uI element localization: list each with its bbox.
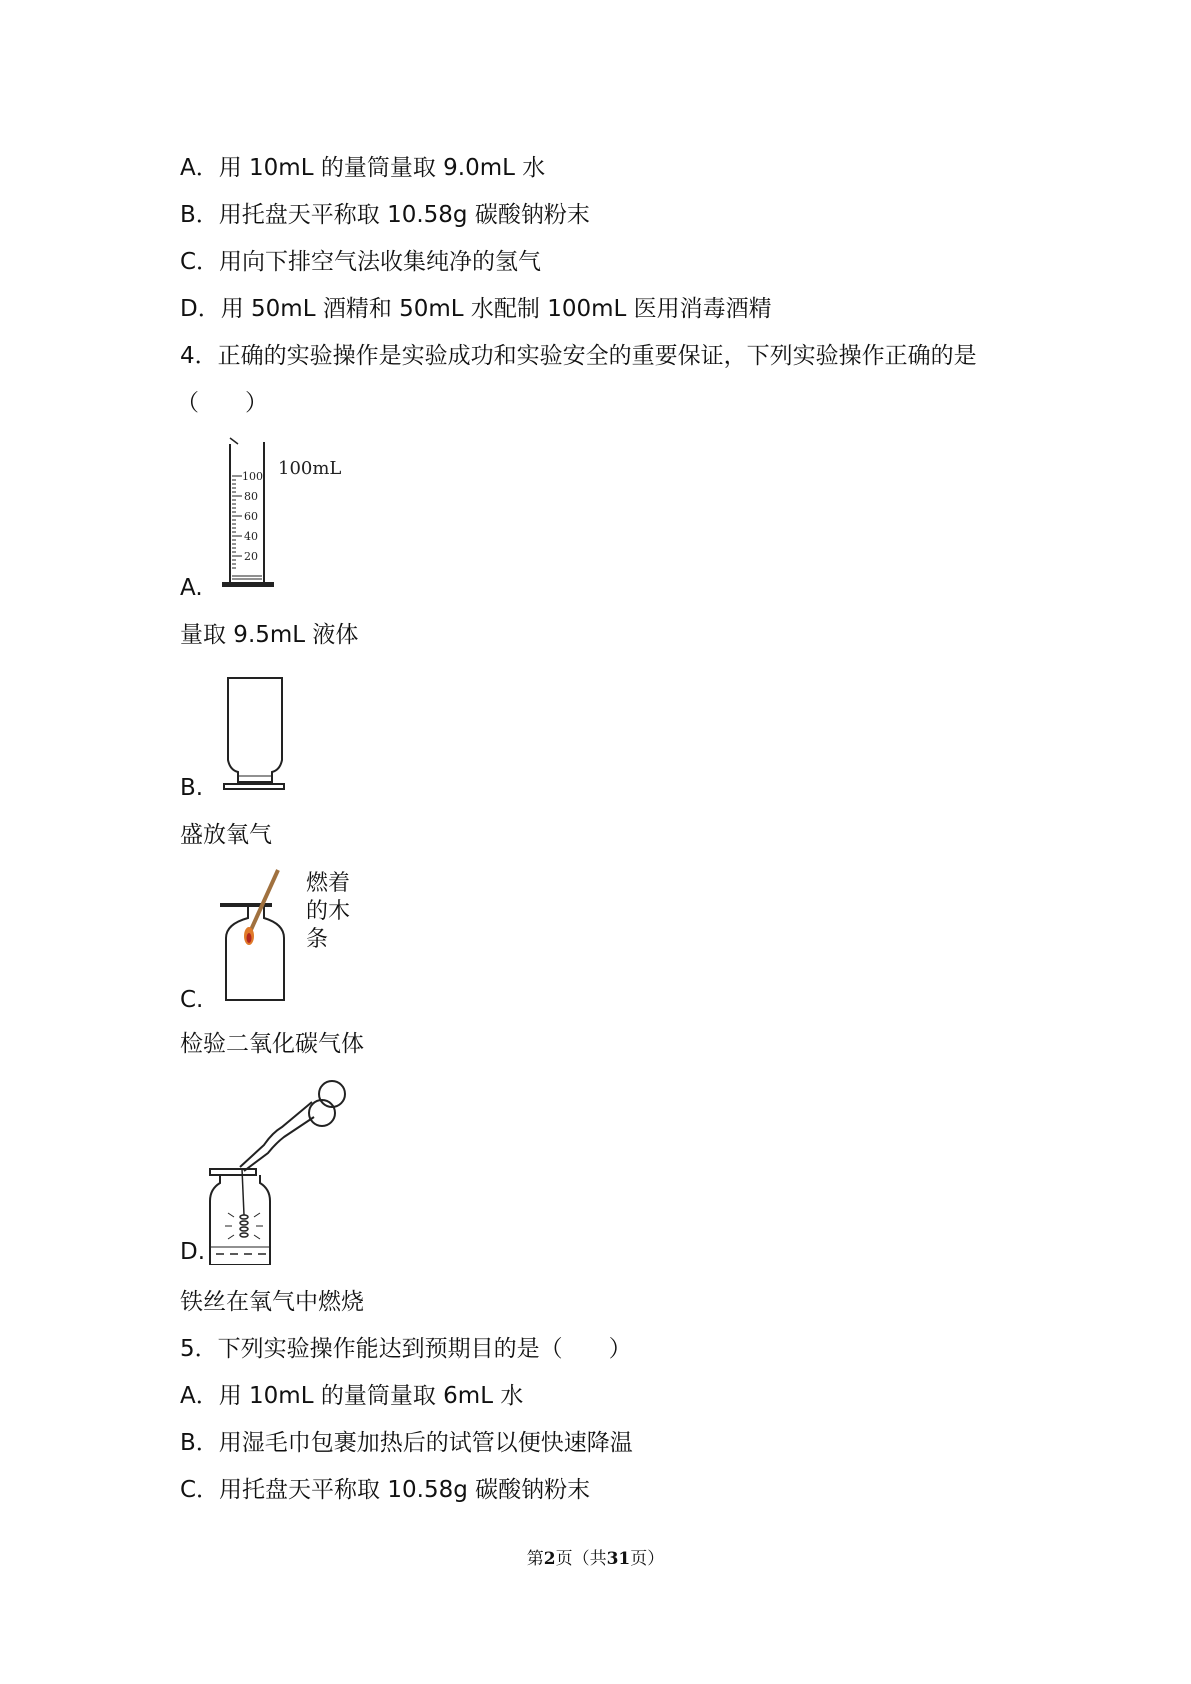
- tick-label-40: 40: [244, 530, 258, 543]
- footer-suffix: 页）: [630, 1549, 665, 1569]
- stick-label-line2: 的木: [306, 899, 351, 924]
- q4-option-b-letter: B.: [180, 775, 204, 801]
- q4-figure-c: [180, 864, 380, 1004]
- q3-option-c: C．用向下排空气法收集纯净的氢气: [180, 249, 542, 275]
- q4-option-c-letter: C.: [180, 987, 204, 1013]
- q3-option-d: D．用 50mL 酒精和 50mL 水配制 100mL 医用消毒酒精: [180, 296, 772, 322]
- q4-stem: 4．正确的实验操作是实验成功和实验安全的重要保证，下列实验操作正确的是: [180, 343, 977, 369]
- footer-prefix: 第: [526, 1549, 544, 1569]
- q4-option-b-caption: 盛放氧气: [180, 822, 272, 848]
- cylinder-volume-label: 100mL: [278, 458, 342, 479]
- q5-option-a: A．用 10mL 的量筒量取 6mL 水: [180, 1383, 524, 1409]
- q5-option-c: C．用托盘天平称取 10.58g 碳酸钠粉末: [180, 1477, 591, 1503]
- q4-figure-a: [180, 436, 380, 596]
- q4-option-d-letter: D.: [180, 1239, 206, 1265]
- q5-stem: 5．下列实验操作能达到预期目的是（ ）: [180, 1336, 632, 1362]
- stick-label-line1: 燃着: [306, 871, 351, 896]
- tick-label-20: 20: [244, 550, 258, 563]
- q5-option-b: B．用湿毛巾包裹加热后的试管以便快速降温: [180, 1430, 633, 1456]
- q3-option-a: A．用 10mL 的量筒量取 9.0mL 水: [180, 155, 546, 181]
- tick-label-80: 80: [244, 490, 258, 503]
- q4-answer-blank: （ ）: [176, 390, 268, 416]
- q3-option-b: B．用托盘天平称取 10.58g 碳酸钠粉末: [180, 202, 590, 228]
- stick-label-line3: 条: [306, 927, 329, 952]
- graduated-cylinder-figure: [180, 436, 380, 596]
- page-footer: [0, 1544, 1191, 1569]
- q4-figure-b: [180, 672, 380, 802]
- q4-option-a-caption: 量取 9.5mL 液体: [180, 622, 359, 648]
- q4-figure-d: [180, 1075, 380, 1265]
- q4-option-a-letter: A.: [180, 575, 203, 601]
- q4-option-c-caption: 检验二氧化碳气体: [180, 1031, 364, 1057]
- tick-label-100: 100: [242, 470, 263, 483]
- q4-option-d-caption: 铁丝在氧气中燃烧: [180, 1289, 364, 1315]
- tick-label-60: 60: [244, 510, 258, 523]
- inverted-gas-jar-figure: [180, 672, 380, 802]
- footer-total-pages: 31: [606, 1549, 631, 1569]
- burning-stick-bottle-figure: [180, 864, 380, 1004]
- iron-wire-combustion-figure: [180, 1075, 380, 1265]
- footer-middle: 页（共: [555, 1549, 607, 1569]
- footer-page-number: 2: [543, 1549, 556, 1569]
